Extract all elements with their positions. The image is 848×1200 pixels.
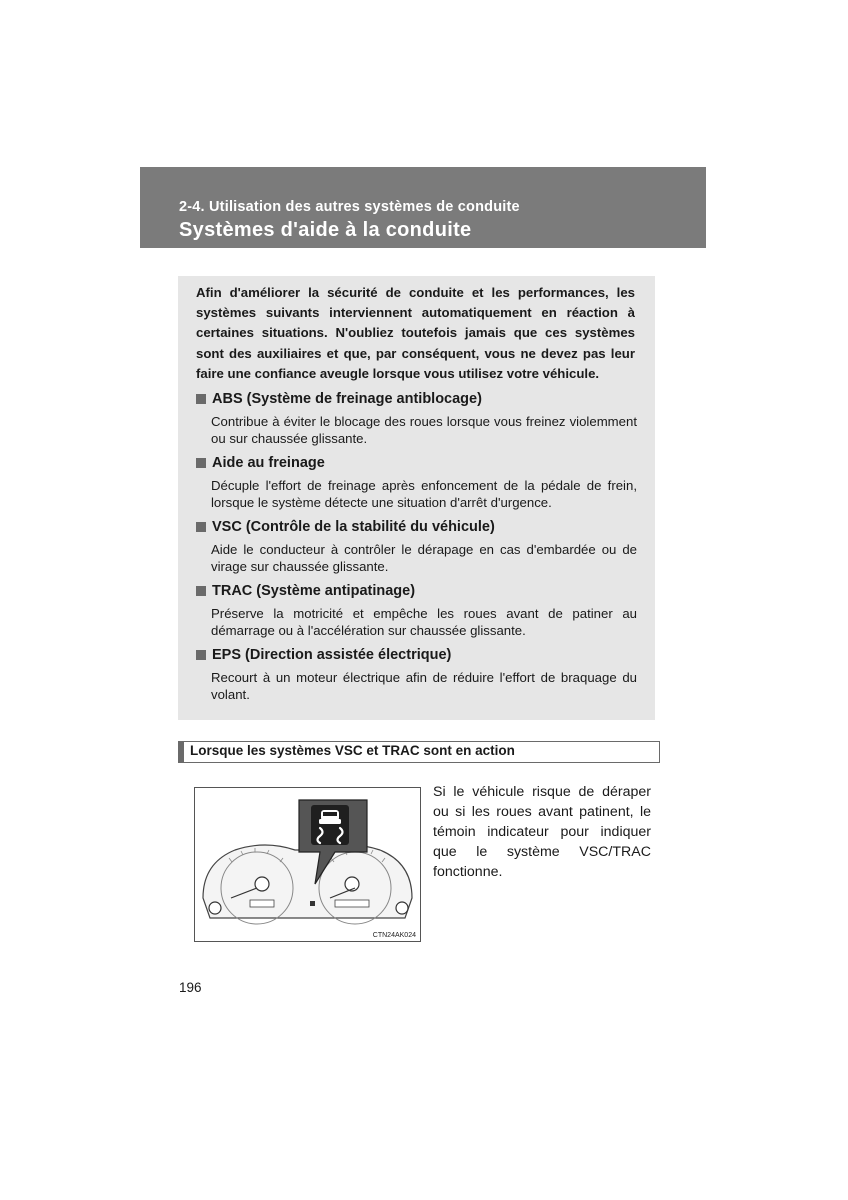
feature-abs [196, 390, 637, 447]
feature-title [196, 518, 637, 536]
instrument-cluster-icon [195, 788, 420, 941]
subsection-title: Lorsque les systèmes VSC et TRAC sont en action [190, 743, 515, 758]
feature-eps [196, 646, 637, 703]
feature-description: Décuple l'effort de freinage après enfoncement de la pédale de frein, lorsque le système détecte une situation d'arrêt d'urgence. [211, 478, 637, 510]
square-bullet-icon [196, 650, 206, 660]
feature-brake-assist [196, 454, 637, 511]
subsection-heading [178, 741, 660, 763]
feature-description: Préserve la motricité et empêche les roues avant de patiner au démarrage ou à l'accélération sur chaussée glissante. [211, 606, 637, 638]
intro-info-box [178, 276, 655, 720]
feature-trac [196, 582, 637, 639]
section-label: 2-4. Utilisation des autres systèmes de conduite [179, 199, 520, 215]
feature-title-text: TRAC (Système antipatinage) [212, 583, 416, 599]
page-number: 196 [179, 980, 202, 995]
figure-code: CTN24AK024 [372, 932, 416, 939]
feature-title-text: Aide au freinage [212, 455, 325, 471]
feature-description: Aide le conducteur à contrôler le dérapage en cas d'embardée ou de virage sur chaussée glissante. [211, 542, 637, 574]
instrument-cluster-figure [194, 787, 421, 942]
feature-title-text: ABS (Système de freinage antiblocage) [212, 391, 482, 407]
chapter-header [140, 167, 706, 248]
square-bullet-icon [196, 586, 206, 596]
square-bullet-icon [196, 458, 206, 468]
square-bullet-icon [196, 522, 206, 532]
feature-description: Recourt à un moteur électrique afin de réduire l'effort de braquage du volant. [211, 670, 637, 702]
square-bullet-icon [196, 394, 206, 404]
subsection-body: Si le véhicule risque de déraper ou si les roues avant patinent, le témoin indicateur pour indiquer que le système VSC/TRAC fonctionne. [433, 784, 651, 880]
feature-title [196, 582, 637, 600]
intro-paragraph: Afin d'améliorer la sécurité de conduite et les performances, les systèmes suivants interviennent automatiquement en réaction à certaines situations. N'oubliez toutefois jamais que ces systèmes sont des auxiliaires et que, par conséquent, vous ne devez pas leur faire une confiance aveugle lorsque vous utilisez votre véhicule. [196, 285, 635, 381]
feature-title [196, 390, 637, 408]
feature-title [196, 646, 637, 664]
feature-title-text: EPS (Direction assistée électrique) [212, 647, 452, 663]
feature-description: Contribue à éviter le blocage des roues lorsque vous freinez violemment ou sur chaussée glissante. [211, 414, 637, 446]
feature-title [196, 454, 637, 472]
feature-vsc [196, 518, 637, 575]
page-title: Systèmes d'aide à la conduite [179, 219, 472, 241]
feature-title-text: VSC (Contrôle de la stabilité du véhicule) [212, 519, 495, 535]
